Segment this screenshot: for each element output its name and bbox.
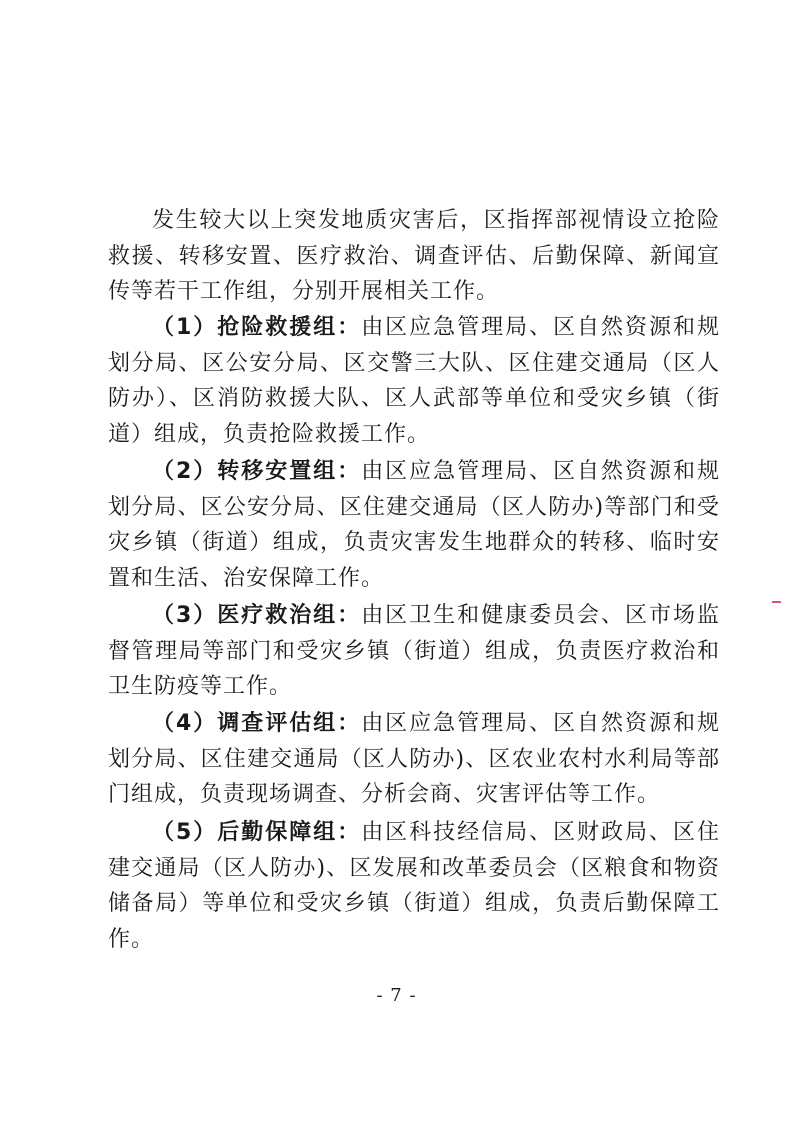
group-text-5: 由区科技经信局、区财政局、区住建交通局（区人防办)、区发展和改革委员会（区粮食和物资储备局）等单位和受灾乡镇（街道）组成，负责后勤保障工作。 (108, 820, 720, 952)
group-text-1: 由区应急管理局、区自然资源和规划分局、区公安分局、区交警三大队、区住建交通局（区人防办）、区消防救援大队、区人武部等单位和受灾乡镇（街道）组成，负责抢险救援工作。 (108, 315, 720, 447)
group-paragraph-1 (108, 310, 720, 452)
page-number: - 7 - (376, 985, 417, 1006)
group-text-3: 由区卫生和健康委员会、区市场监督管理局等部门和受灾乡镇（街道）组成，负责医疗救治和卫生防疫等工作。 (108, 603, 720, 699)
group-text-2: 由区应急管理局、区自然资源和规划分局、区公安分局、区住建交通局（区人防办)等部门和受灾乡镇（街道）组成，负责灾害发生地群众的转移、临时安置和生活、治安保障工作。 (108, 459, 720, 591)
intro-text: 发生较大以上突发地质灾害后，区指挥部视情设立抢险救援、转移安置、医疗救治、调查评估、后勤保障、新闻宣传等若干工作组，分别开展相关工作。 (108, 208, 720, 304)
group-heading-4: （4）调查评估组： (152, 711, 362, 736)
intro-paragraph (108, 203, 720, 310)
group-paragraph-2 (108, 454, 720, 596)
group-heading-1: （1）抢险救援组： (152, 315, 362, 340)
group-heading-3: （3）医疗救治组： (152, 603, 362, 628)
group-paragraph-4 (108, 706, 720, 813)
group-heading-2: （2）转移安置组： (152, 459, 362, 484)
margin-mark (772, 601, 781, 603)
group-paragraph-3 (108, 598, 720, 705)
group-paragraph-5 (108, 815, 720, 957)
group-text-4: 由区应急管理局、区自然资源和规划分局、区住建交通局（区人防办)、区农业农村水利局等部门组成，负责现场调查、分析会商、灾害评估等工作。 (108, 711, 720, 807)
group-heading-5: （5）后勤保障组： (152, 820, 362, 845)
